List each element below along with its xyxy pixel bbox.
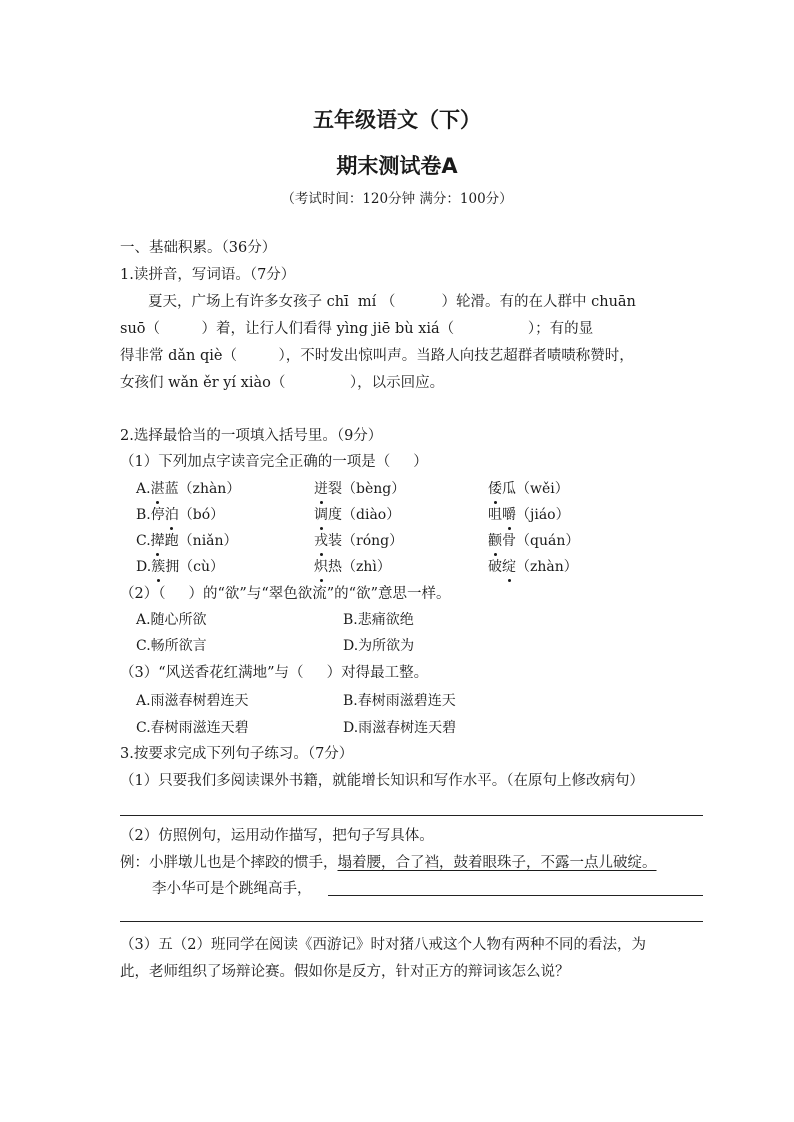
option-b: B.悲痛欲绝 bbox=[343, 612, 414, 628]
option-c: C.畅所欲言 bbox=[136, 638, 207, 654]
example-underlined-text: 塌着腰，合了裆，鼓着眼珠子，不露一点儿破绽。 bbox=[337, 855, 657, 871]
question-1-text-line: suō（ ）着，让行人们看得 yìng jiē bù xiá（ ）；有的显 bbox=[120, 321, 594, 337]
question-3-3-text-line: 此，老师组织了场辩论赛。假如你是反方，针对正方的辩词该怎么说？ bbox=[120, 964, 570, 980]
exercise-prefix: 李小华可是个跳绳高手， bbox=[152, 881, 312, 897]
question-2-1-prompt: （1）下列加点字读音完全正确的一项是（ ） bbox=[120, 454, 428, 470]
question-1-heading: 1.读拼音，写词语。（7分） bbox=[120, 267, 296, 283]
option-a: A.随心所欲 bbox=[136, 612, 207, 628]
question-1-text-line: 夏天，广场上有许多女孩子 chī mí （ ）轮滑。有的在人群中 chuān bbox=[148, 294, 636, 310]
question-1-text-line: 女孩们 wǎn ěr yí xiào（ ），以示回应。 bbox=[120, 375, 445, 391]
exercise-sentence bbox=[152, 879, 312, 899]
example-sentence bbox=[120, 853, 657, 873]
option-c-item-3: 颧骨（quán） bbox=[488, 533, 580, 549]
answer-line[interactable] bbox=[120, 921, 703, 922]
option-b-item-3: 咀嚼（jiáo） bbox=[488, 507, 570, 523]
page-subtitle: 期末测试卷A bbox=[336, 154, 458, 178]
option-c-item-2: 戎装（róng） bbox=[314, 533, 404, 549]
option-a: A.雨滋春树碧连天 bbox=[136, 693, 249, 709]
question-2-2-prompt: （2）（ ）的“欲”与“翠色欲流”的“欲”意思一样。 bbox=[120, 586, 451, 602]
option-d: D.为所欲为 bbox=[343, 638, 415, 654]
question-1-text-line: 得非常 dǎn qiè（ ），不时发出惊叫声。当路人向技艺超群者啧啧称赞时， bbox=[120, 348, 634, 364]
option-d-item-1: D.簇拥（cù） bbox=[136, 559, 225, 575]
question-3-1-prompt: （1）只要我们多阅读课外书籍，就能增长知识和写作水平。（在原句上修改病句） bbox=[120, 773, 644, 789]
option-b: B.春树雨滋碧连天 bbox=[343, 693, 456, 709]
option-a-item-2: 迸裂（bèng） bbox=[314, 481, 406, 497]
option-d-item-2: 炽热（zhì） bbox=[314, 559, 391, 575]
option-c: C.春树雨滋连天碧 bbox=[136, 720, 249, 736]
section-heading: 一、基础积累。（36分） bbox=[120, 240, 277, 256]
answer-line[interactable] bbox=[328, 895, 703, 896]
example-prefix: 例：小胖墩儿也是个摔跤的惯手， bbox=[120, 855, 338, 871]
question-2-heading: 2.选择最恰当的一项填入括号里。（9分） bbox=[120, 428, 383, 444]
option-d: D.雨滋春树连天碧 bbox=[343, 720, 457, 736]
option-d-item-3: 破绽（zhàn） bbox=[488, 559, 578, 575]
question-3-heading: 3.按要求完成下列句子练习。（7分） bbox=[120, 746, 354, 762]
question-3-3-text-line: （3）五（2）班同学在阅读《西游记》时对猪八戒这个人物有两种不同的看法，为 bbox=[120, 937, 646, 953]
option-b-item-1: B.停泊（bó） bbox=[136, 507, 225, 523]
exam-info: （考试时间：120分钟 满分：100分） bbox=[281, 191, 513, 207]
page-title: 五年级语文（下） bbox=[313, 108, 481, 132]
option-a-item-1: A.湛蓝（zhàn） bbox=[136, 481, 241, 497]
answer-line[interactable] bbox=[120, 815, 703, 816]
option-c-item-1: C.撵跑（niǎn） bbox=[136, 533, 238, 549]
option-a-item-3: 倭瓜（wěi） bbox=[488, 481, 569, 497]
question-3-2-prompt: （2）仿照例句，运用动作描写，把句子写具体。 bbox=[120, 828, 434, 844]
option-b-item-2: 调度（diào） bbox=[314, 507, 401, 523]
question-2-3-prompt: （3）“风送香花红满地”与（ ）对得最工整。 bbox=[120, 665, 429, 681]
